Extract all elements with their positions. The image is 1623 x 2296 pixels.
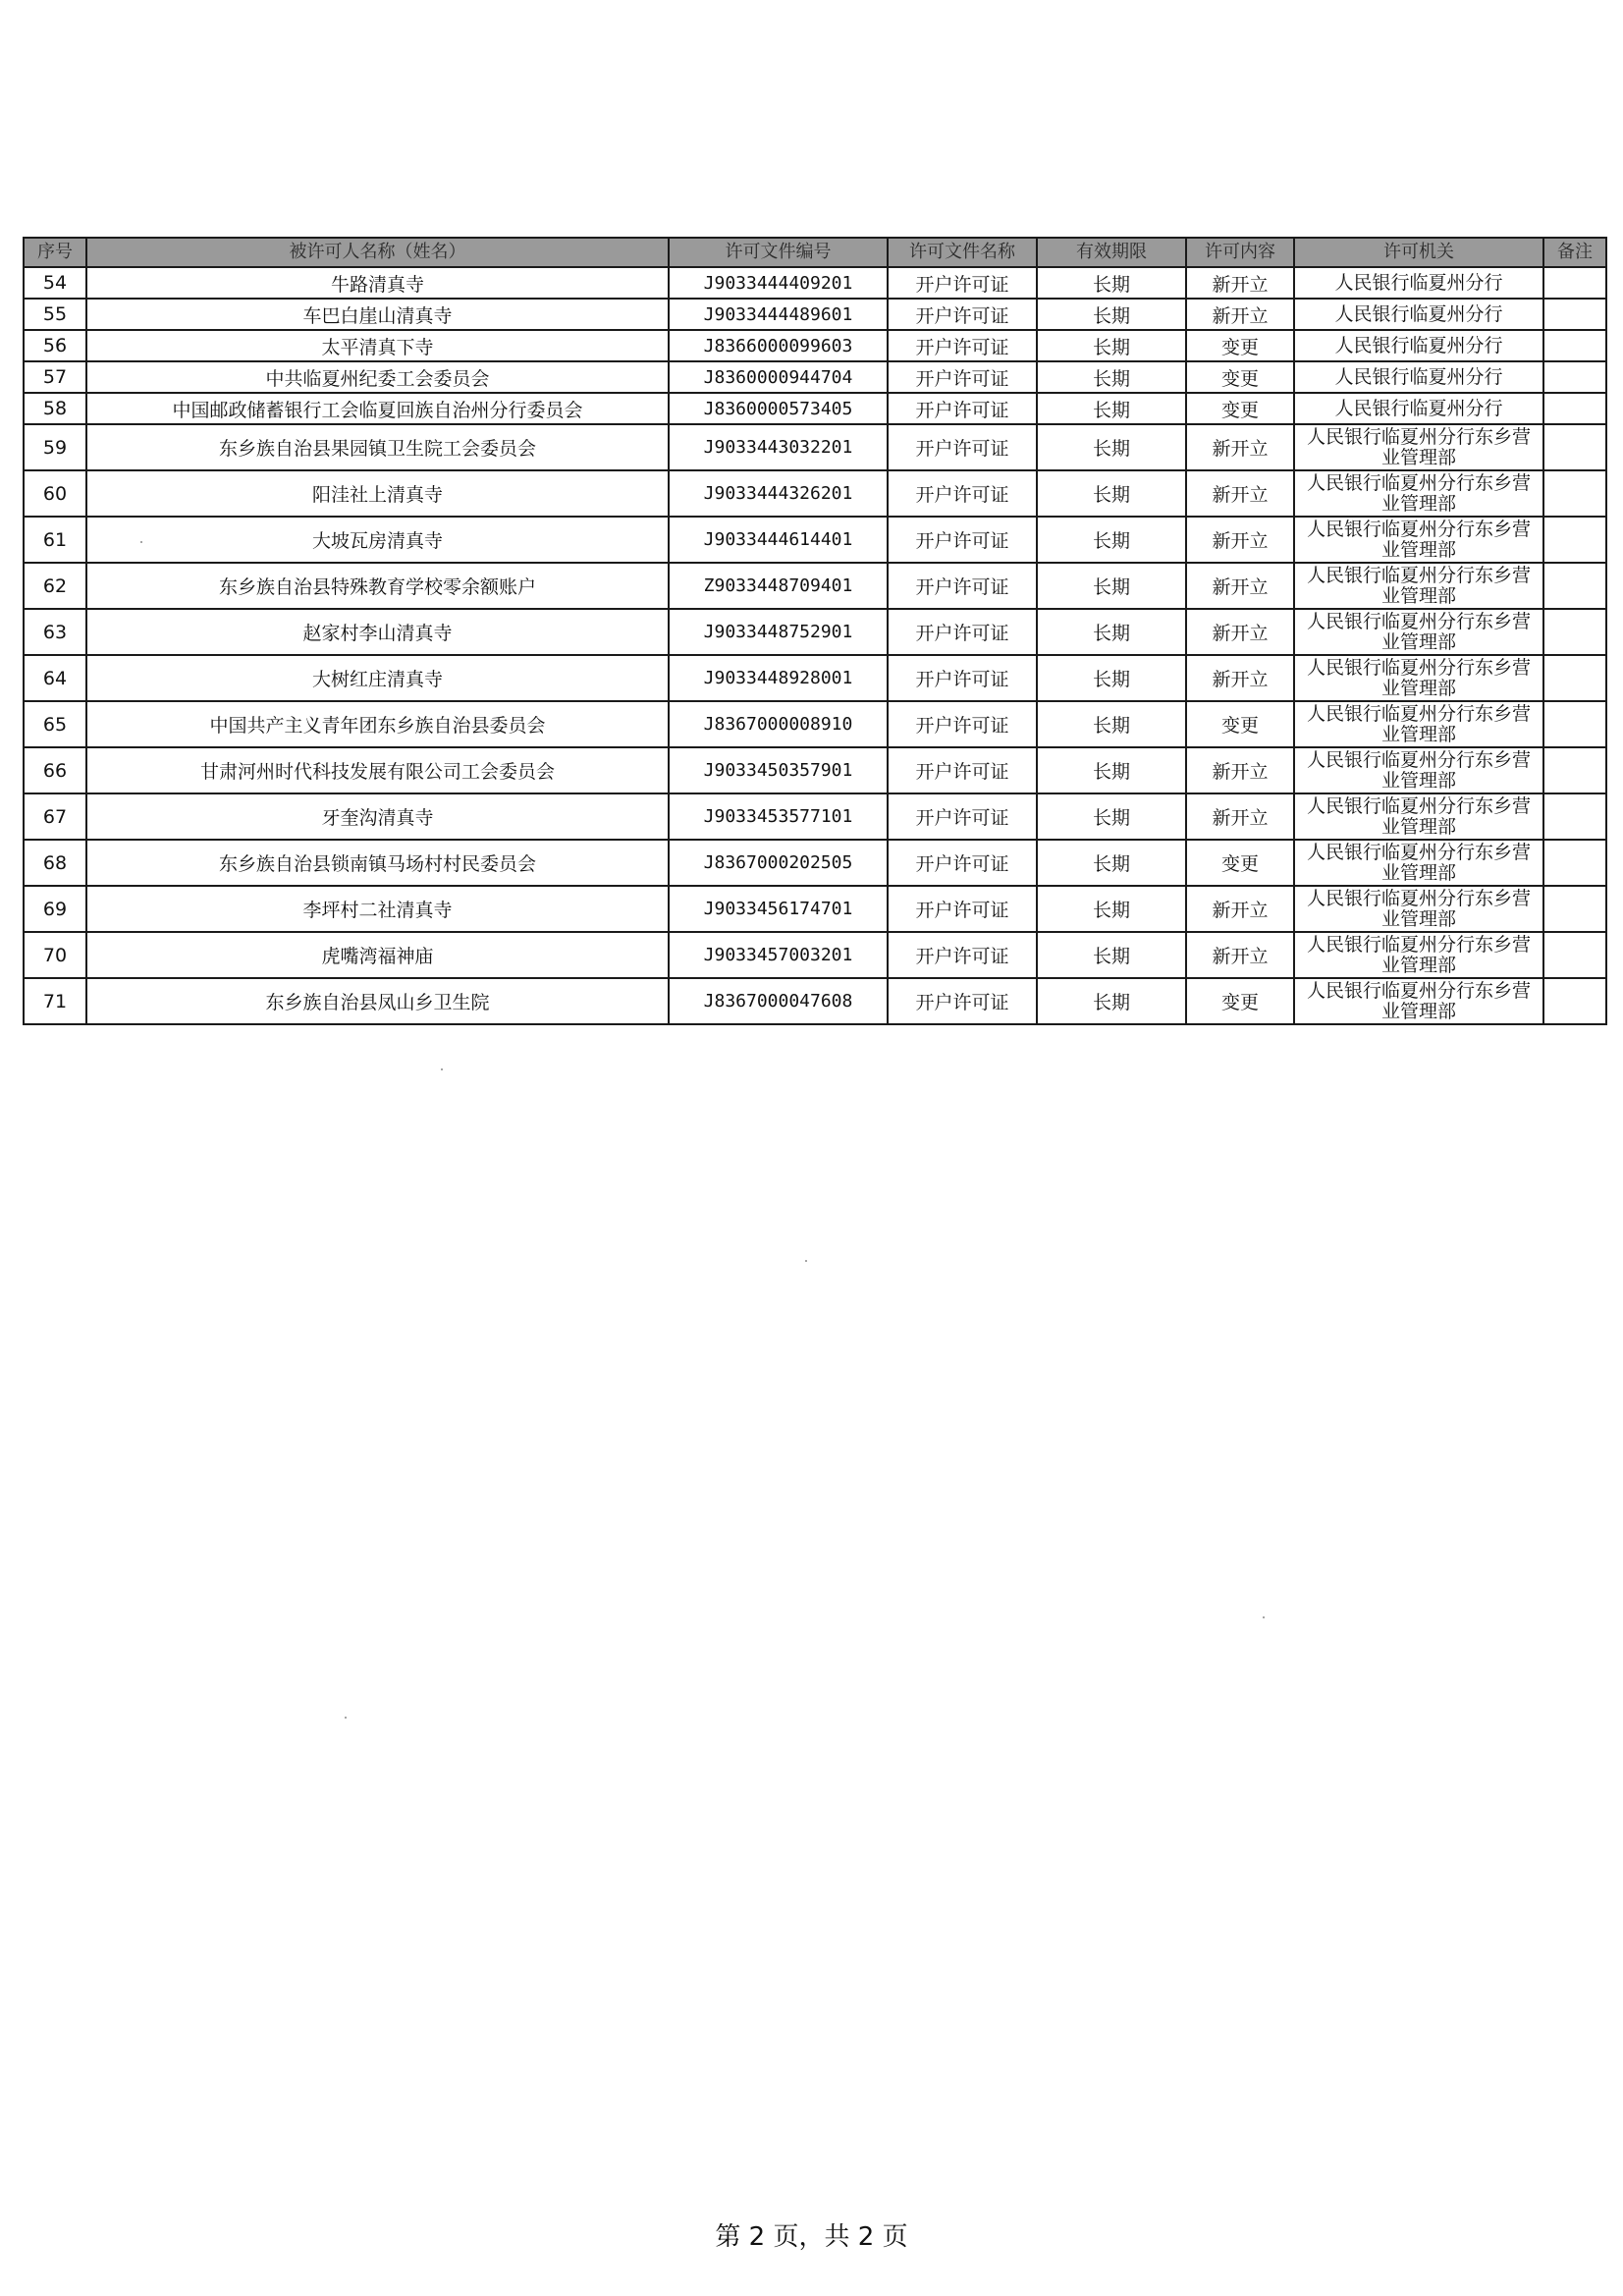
cell-seq: 54 <box>24 267 86 299</box>
cell-seq: 69 <box>24 886 86 932</box>
table-row <box>24 978 1606 1024</box>
cell-doc-number: Z9033448709401 <box>669 563 888 609</box>
cell-content: 变更 <box>1186 840 1294 886</box>
cell-content: 变更 <box>1186 330 1294 361</box>
table-row <box>24 563 1606 609</box>
cell-content: 变更 <box>1186 393 1294 424</box>
cell-validity: 长期 <box>1037 393 1186 424</box>
cell-doc-name: 开户许可证 <box>888 563 1037 609</box>
cell-validity: 长期 <box>1037 361 1186 393</box>
table-row <box>24 517 1606 563</box>
cell-seq: 71 <box>24 978 86 1024</box>
cell-remarks <box>1543 701 1606 747</box>
cell-content: 新开立 <box>1186 886 1294 932</box>
cell-doc-name: 开户许可证 <box>888 517 1037 563</box>
header-doc-number: 许可文件编号 <box>669 238 888 267</box>
cell-doc-name: 开户许可证 <box>888 609 1037 655</box>
cell-content: 新开立 <box>1186 793 1294 840</box>
table-row <box>24 330 1606 361</box>
cell-doc-number: J9033443032201 <box>669 424 888 470</box>
scan-speck <box>1263 1616 1265 1618</box>
table-row <box>24 267 1606 299</box>
table-row <box>24 840 1606 886</box>
cell-licensee: 阳洼社上清真寺 <box>86 470 669 517</box>
cell-validity: 长期 <box>1037 563 1186 609</box>
cell-licensee: 东乡族自治县凤山乡卫生院 <box>86 978 669 1024</box>
cell-content: 新开立 <box>1186 655 1294 701</box>
table-row <box>24 932 1606 978</box>
cell-doc-number: J9033444614401 <box>669 517 888 563</box>
cell-seq: 65 <box>24 701 86 747</box>
cell-seq: 70 <box>24 932 86 978</box>
cell-validity: 长期 <box>1037 517 1186 563</box>
cell-authority: 人民银行临夏州分行 <box>1294 393 1543 424</box>
cell-remarks <box>1543 267 1606 299</box>
cell-content: 变更 <box>1186 978 1294 1024</box>
cell-doc-name: 开户许可证 <box>888 701 1037 747</box>
cell-licensee: 牙奎沟清真寺 <box>86 793 669 840</box>
table-row <box>24 609 1606 655</box>
cell-validity: 长期 <box>1037 701 1186 747</box>
cell-doc-number: J9033444489601 <box>669 299 888 330</box>
cell-doc-number: J9033456174701 <box>669 886 888 932</box>
cell-validity: 长期 <box>1037 793 1186 840</box>
cell-content: 新开立 <box>1186 747 1294 793</box>
cell-seq: 63 <box>24 609 86 655</box>
cell-authority: 人民银行临夏州分行东乡营业管理部 <box>1294 793 1543 840</box>
cell-authority: 人民银行临夏州分行东乡营业管理部 <box>1294 932 1543 978</box>
cell-doc-name: 开户许可证 <box>888 747 1037 793</box>
table-row <box>24 470 1606 517</box>
cell-licensee: 赵家村李山清真寺 <box>86 609 669 655</box>
cell-doc-number: J9033453577101 <box>669 793 888 840</box>
cell-authority: 人民银行临夏州分行东乡营业管理部 <box>1294 470 1543 517</box>
cell-validity: 长期 <box>1037 299 1186 330</box>
cell-doc-name: 开户许可证 <box>888 330 1037 361</box>
cell-seq: 58 <box>24 393 86 424</box>
cell-content: 新开立 <box>1186 267 1294 299</box>
cell-authority: 人民银行临夏州分行东乡营业管理部 <box>1294 517 1543 563</box>
table-row <box>24 393 1606 424</box>
cell-licensee: 东乡族自治县特殊教育学校零余额账户 <box>86 563 669 609</box>
header-seq: 序号 <box>24 238 86 267</box>
header-authority: 许可机关 <box>1294 238 1543 267</box>
cell-doc-name: 开户许可证 <box>888 793 1037 840</box>
table-row <box>24 299 1606 330</box>
cell-authority: 人民银行临夏州分行东乡营业管理部 <box>1294 609 1543 655</box>
header-licensee: 被许可人名称（姓名） <box>86 238 669 267</box>
cell-remarks <box>1543 886 1606 932</box>
cell-remarks <box>1543 470 1606 517</box>
table-row <box>24 361 1606 393</box>
cell-authority: 人民银行临夏州分行东乡营业管理部 <box>1294 424 1543 470</box>
cell-remarks <box>1543 361 1606 393</box>
cell-remarks <box>1543 747 1606 793</box>
cell-licensee: 大坡瓦房清真寺 <box>86 517 669 563</box>
cell-remarks <box>1543 793 1606 840</box>
cell-content: 新开立 <box>1186 609 1294 655</box>
cell-doc-name: 开户许可证 <box>888 361 1037 393</box>
cell-seq: 67 <box>24 793 86 840</box>
cell-doc-number: J9033444326201 <box>669 470 888 517</box>
cell-licensee: 大树红庄清真寺 <box>86 655 669 701</box>
cell-doc-name: 开户许可证 <box>888 424 1037 470</box>
header-content: 许可内容 <box>1186 238 1294 267</box>
cell-doc-name: 开户许可证 <box>888 299 1037 330</box>
cell-doc-number: J9033450357901 <box>669 747 888 793</box>
cell-content: 新开立 <box>1186 299 1294 330</box>
table-row <box>24 793 1606 840</box>
cell-licensee: 李坪村二社清真寺 <box>86 886 669 932</box>
header-doc-name: 许可文件名称 <box>888 238 1037 267</box>
cell-licensee: 甘肃河州时代科技发展有限公司工会委员会 <box>86 747 669 793</box>
table-row <box>24 655 1606 701</box>
cell-content: 新开立 <box>1186 470 1294 517</box>
cell-validity: 长期 <box>1037 267 1186 299</box>
cell-seq: 57 <box>24 361 86 393</box>
table-row <box>24 747 1606 793</box>
cell-doc-number: J8360000573405 <box>669 393 888 424</box>
header-validity: 有效期限 <box>1037 238 1186 267</box>
cell-content: 变更 <box>1186 701 1294 747</box>
cell-licensee: 中国邮政储蓄银行工会临夏回族自治州分行委员会 <box>86 393 669 424</box>
cell-doc-name: 开户许可证 <box>888 886 1037 932</box>
cell-content: 新开立 <box>1186 517 1294 563</box>
cell-seq: 66 <box>24 747 86 793</box>
cell-seq: 61 <box>24 517 86 563</box>
cell-authority: 人民银行临夏州分行东乡营业管理部 <box>1294 701 1543 747</box>
cell-seq: 64 <box>24 655 86 701</box>
cell-seq: 59 <box>24 424 86 470</box>
cell-seq: 55 <box>24 299 86 330</box>
cell-doc-name: 开户许可证 <box>888 267 1037 299</box>
cell-remarks <box>1543 299 1606 330</box>
cell-licensee: 太平清真下寺 <box>86 330 669 361</box>
cell-doc-number: J8360000944704 <box>669 361 888 393</box>
cell-content: 新开立 <box>1186 563 1294 609</box>
cell-licensee: 牛路清真寺 <box>86 267 669 299</box>
cell-validity: 长期 <box>1037 978 1186 1024</box>
cell-licensee: 东乡族自治县锁南镇马场村村民委员会 <box>86 840 669 886</box>
cell-remarks <box>1543 978 1606 1024</box>
cell-validity: 长期 <box>1037 424 1186 470</box>
cell-doc-name: 开户许可证 <box>888 470 1037 517</box>
cell-licensee: 车巴白崖山清真寺 <box>86 299 669 330</box>
scan-speck <box>140 541 142 543</box>
cell-doc-number: J8367000008910 <box>669 701 888 747</box>
cell-doc-number: J9033448928001 <box>669 655 888 701</box>
scan-speck <box>805 1260 807 1262</box>
cell-licensee: 虎嘴湾福神庙 <box>86 932 669 978</box>
cell-remarks <box>1543 393 1606 424</box>
cell-remarks <box>1543 840 1606 886</box>
cell-validity: 长期 <box>1037 609 1186 655</box>
table-header-row <box>24 238 1606 267</box>
table-row <box>24 701 1606 747</box>
cell-authority: 人民银行临夏州分行东乡营业管理部 <box>1294 886 1543 932</box>
cell-licensee: 中共临夏州纪委工会委员会 <box>86 361 669 393</box>
cell-authority: 人民银行临夏州分行 <box>1294 361 1543 393</box>
cell-authority: 人民银行临夏州分行 <box>1294 299 1543 330</box>
cell-validity: 长期 <box>1037 470 1186 517</box>
cell-doc-name: 开户许可证 <box>888 393 1037 424</box>
cell-seq: 60 <box>24 470 86 517</box>
table-body <box>24 267 1606 1024</box>
cell-remarks <box>1543 517 1606 563</box>
license-table <box>23 237 1607 1025</box>
cell-licensee: 中国共产主义青年团东乡族自治县委员会 <box>86 701 669 747</box>
cell-doc-name: 开户许可证 <box>888 655 1037 701</box>
cell-doc-number: J8367000047608 <box>669 978 888 1024</box>
cell-authority: 人民银行临夏州分行东乡营业管理部 <box>1294 747 1543 793</box>
cell-validity: 长期 <box>1037 840 1186 886</box>
cell-doc-name: 开户许可证 <box>888 840 1037 886</box>
cell-remarks <box>1543 609 1606 655</box>
cell-content: 新开立 <box>1186 424 1294 470</box>
cell-content: 变更 <box>1186 361 1294 393</box>
cell-validity: 长期 <box>1037 655 1186 701</box>
page-footer: 第 2 页，共 2 页 <box>715 2222 908 2252</box>
cell-remarks <box>1543 330 1606 361</box>
cell-remarks <box>1543 655 1606 701</box>
cell-licensee: 东乡族自治县果园镇卫生院工会委员会 <box>86 424 669 470</box>
cell-doc-number: J9033448752901 <box>669 609 888 655</box>
cell-remarks <box>1543 932 1606 978</box>
cell-authority: 人民银行临夏州分行东乡营业管理部 <box>1294 978 1543 1024</box>
scan-speck <box>345 1717 347 1719</box>
cell-remarks <box>1543 563 1606 609</box>
header-remarks: 备注 <box>1543 238 1606 267</box>
cell-authority: 人民银行临夏州分行 <box>1294 267 1543 299</box>
cell-doc-number: J8366000099603 <box>669 330 888 361</box>
cell-seq: 62 <box>24 563 86 609</box>
cell-authority: 人民银行临夏州分行 <box>1294 330 1543 361</box>
cell-seq: 68 <box>24 840 86 886</box>
cell-validity: 长期 <box>1037 932 1186 978</box>
cell-doc-number: J9033457003201 <box>669 932 888 978</box>
cell-authority: 人民银行临夏州分行东乡营业管理部 <box>1294 655 1543 701</box>
cell-authority: 人民银行临夏州分行东乡营业管理部 <box>1294 840 1543 886</box>
cell-content: 新开立 <box>1186 932 1294 978</box>
cell-doc-number: J9033444409201 <box>669 267 888 299</box>
table-row <box>24 886 1606 932</box>
cell-validity: 长期 <box>1037 886 1186 932</box>
cell-remarks <box>1543 424 1606 470</box>
cell-doc-name: 开户许可证 <box>888 978 1037 1024</box>
cell-validity: 长期 <box>1037 330 1186 361</box>
table-row <box>24 424 1606 470</box>
cell-doc-number: J8367000202505 <box>669 840 888 886</box>
scan-speck <box>441 1068 443 1070</box>
cell-validity: 长期 <box>1037 747 1186 793</box>
cell-seq: 56 <box>24 330 86 361</box>
cell-doc-name: 开户许可证 <box>888 932 1037 978</box>
cell-authority: 人民银行临夏州分行东乡营业管理部 <box>1294 563 1543 609</box>
